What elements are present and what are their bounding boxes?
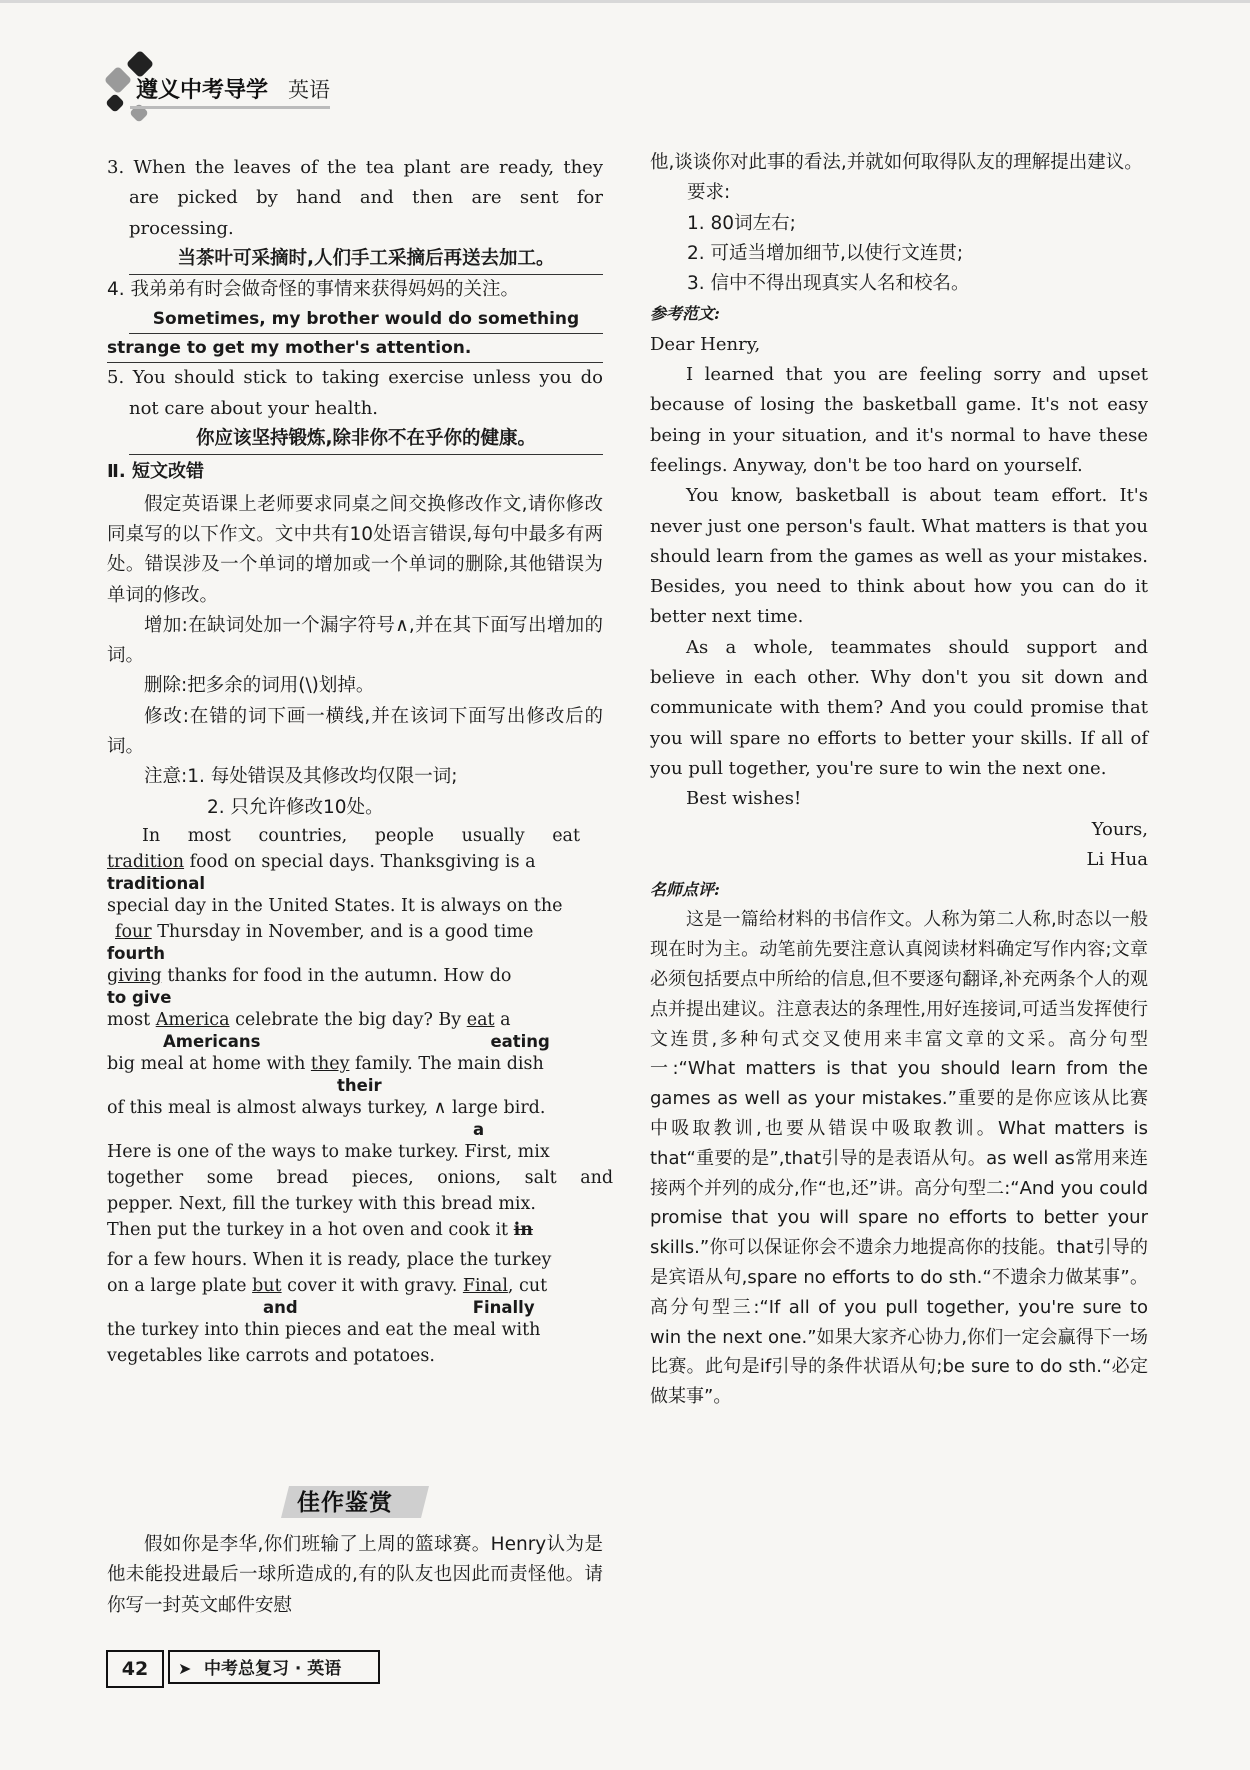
passage-line: food on special days. Thanksgiving is a <box>184 851 536 872</box>
prompt-text: 假如你是李华,你们班输了上周的篮球赛。Henry认为是他未能投进最后一球所造成的,有的队友也因此而责怪他。请你写一封英文邮件安慰 <box>107 1534 603 1616</box>
header-underline <box>130 106 330 109</box>
correction-word: fourth <box>107 943 166 963</box>
subject-label: 英语 <box>288 78 330 102</box>
letter-sign-2: Li Hua <box>1086 848 1148 870</box>
correction-word: Americans <box>163 1031 261 1051</box>
passage-line: Thursday in November, and is a good time <box>151 921 534 942</box>
passage-line: Here is one of the ways to make turkey. First, mix <box>107 1141 550 1162</box>
passage-line: pepper. Next, fill the turkey with this bread mix. <box>107 1193 536 1214</box>
book-title: 遵义中考导学 <box>136 78 269 103</box>
passage-text: , cut <box>507 1275 548 1296</box>
note-1: 注意:1. 每处错误及其修改均仅限一词; <box>144 766 458 788</box>
correction-word: traditional <box>107 873 206 893</box>
requirements-title: 要求: <box>687 182 731 204</box>
instruction-modify: 修改:在错的词下画一横线,并在该词下面写出修改后的词。 <box>107 705 603 758</box>
passage-text: cover it with gravy. <box>281 1275 463 1296</box>
page-header <box>100 48 360 118</box>
letter-paragraph-1: I learned that you are feeling sorry and upset because of losing the basketball game. It's not easy being in your situation, and it's normal to have these feelings. Anyway, don't be too hard on yourself. <box>650 364 1148 476</box>
question-3: 3. When the leaves of the tea plant are ready, they are picked by hand and then are sent for processing. <box>107 157 603 239</box>
passage-line: In most countries, people usually eat <box>142 825 581 846</box>
letter-paragraph-3: As a whole, teammates should support and believe in each other. Why don't you sit down and communicate with them? And you could promise that you will spare no efforts to better your skills. If all of you pull together, you're sure to win the next one. <box>650 636 1148 779</box>
passage-line: for a few hours. When it is ready, place the turkey <box>107 1249 552 1270</box>
deleted-word: in <box>513 1219 534 1240</box>
footer-book-title: 中考总复习 · 英语 <box>204 1659 342 1679</box>
passage-text: on a large plate <box>107 1275 253 1296</box>
letter-closing: Best wishes! <box>686 788 802 810</box>
prompt-continued: 他,谈谈你对此事的看法,并就如何取得队友的理解提出建议。 <box>650 152 1143 173</box>
correction-row <box>107 1299 603 1317</box>
passage-line: special day in the United States. It is always on the <box>107 895 563 916</box>
passage-line: thanks for food in the autumn. How do <box>161 965 512 986</box>
writing-prompt <box>107 1530 603 1621</box>
error-word: they <box>310 1053 350 1074</box>
right-column <box>650 148 1148 1412</box>
letter-greeting: Dear Henry, <box>650 333 761 355</box>
requirement-2: 2. 可适当增加细节,以使行文连贯; <box>687 242 964 264</box>
banner-title: 佳作鉴赏 <box>297 1490 393 1516</box>
correction-passage <box>107 823 614 1369</box>
correction-word: their <box>337 1075 382 1095</box>
note-2: 2. 只允许修改10处。 <box>207 796 384 818</box>
correction-word: to give <box>107 987 172 1007</box>
error-word: America <box>155 1009 230 1030</box>
error-word: Final <box>462 1275 508 1296</box>
passage-text: big meal at home with <box>107 1053 311 1074</box>
passage-text: most <box>107 1009 156 1030</box>
answer-4-line-2: strange to get my mother's attention. <box>107 334 603 363</box>
requirement-3: 3. 信中不得出现真实人名和校名。 <box>687 273 970 295</box>
correction-word: Finally <box>472 1297 535 1317</box>
requirement-1: 1. 80词左右; <box>687 212 796 234</box>
error-word: tradition <box>107 851 185 872</box>
model-essay-title: 参考范文: <box>650 304 720 324</box>
section-banner <box>285 1482 425 1522</box>
error-word: giving <box>107 965 162 986</box>
instruction-paragraph: 假定英语课上老师要求同桌之间交换修改作文,请你修改同桌写的以下作文。文中共有10处语言错误,每句中最多有两处。错误涉及一个单词的增加或一个单词的删除,其他错误为单词的修改。 <box>107 493 603 606</box>
passage-line: the turkey into thin pieces and eat the meal with <box>107 1319 541 1340</box>
passage-line: vegetables like carrots and potatoes. <box>107 1345 435 1366</box>
passage-text: Then put the turkey in a hot oven and cook it <box>107 1219 514 1240</box>
question-4: 4. 我弟弟有时会做奇怪的事情来获得妈妈的关注。 <box>107 279 520 301</box>
answer-3: 当茶叶可采摘时,人们手工采摘后再送去加工。 <box>129 244 603 275</box>
answer-5: 你应该坚持锻炼,除非你不在乎你的健康。 <box>129 424 603 455</box>
instruction-add: 增加:在缺词处加一个漏字符号∧,并在其下面写出增加的词。 <box>107 614 603 667</box>
error-word: but <box>252 1275 282 1296</box>
passage-text: a <box>494 1009 511 1030</box>
page-number: 42 <box>106 1650 164 1688</box>
question-5: 5. You should stick to taking exercise unless you do not care about your health. <box>107 367 603 419</box>
correction-word: and <box>263 1297 298 1317</box>
correction-word: eating <box>490 1031 550 1051</box>
error-word: eat <box>466 1009 495 1030</box>
teacher-comment-title: 名师点评: <box>650 880 720 900</box>
answer-4-line-1: Sometimes, my brother would do something <box>129 305 603 334</box>
instruction-delete: 删除:把多余的词用(\)划掉。 <box>144 675 375 697</box>
passage-line: of this meal is almost always turkey, ∧ large bird. <box>107 1097 546 1118</box>
letter-paragraph-2: You know, basketball is about team effort. It's never just one person's fault. What matters is that you should learn from the games as well as your mistakes. Besides, you need to think about how you can do it better next time. <box>650 485 1148 628</box>
correction-row <box>107 1033 603 1051</box>
passage-line: together some bread pieces, onions, salt and <box>107 1167 614 1188</box>
error-word: four <box>115 921 152 942</box>
correction-word: a <box>473 1119 485 1139</box>
teacher-comment: 这是一篇给材料的书信作文。人称为第二人称,时态以一般现在时为主。动笔前先要注意认真阅读材料确定写作内容;文章必须包括要点中所给的信息,但不要逐句翻译,补充两条个人的观点并提出建议。注意表达的条理性,用好连接词,可适当发挥使行文连贯,多种句式交叉使用来丰富文章的文采。高分句型一:“What matters is that you should learn from the games as well as your mistakes.”重要的是你应该从比赛中吸取教训,也要从错误中吸取教训。What matters is that“重要的是”,that引导的是表语从句。as well as常用来连接两个并列的成分,作“也,还”讲。高分句型二:“And you could promise that you will spare no efforts to better your skills.”你可以保证你会不遗余力地提高你的技能。that引导的是宾语从句,spare no efforts to do sth.“不遗余力做某事”。高分句型三:“If all of you pull together, you're sure to win the next one.”如果大家齐心协力,你们一定会赢得下一场比赛。此句是if引导的条件状语从句;be sure to do sth.“必定做某事”。 <box>650 909 1148 1408</box>
hexagon-decoration-icon <box>105 93 125 113</box>
top-rule <box>0 0 1250 3</box>
section-title-error-correction: Ⅱ. 短文改错 <box>107 461 204 483</box>
left-column <box>107 153 614 1369</box>
footer-book-label <box>168 1650 380 1684</box>
letter-sign-1: Yours, <box>1091 818 1148 840</box>
passage-text: celebrate the big day? By <box>229 1009 467 1030</box>
hexagon-decoration-icon <box>104 66 132 94</box>
passage-text: family. The main dish <box>349 1053 544 1074</box>
arrow-logo-icon: ➤ <box>178 1659 192 1678</box>
